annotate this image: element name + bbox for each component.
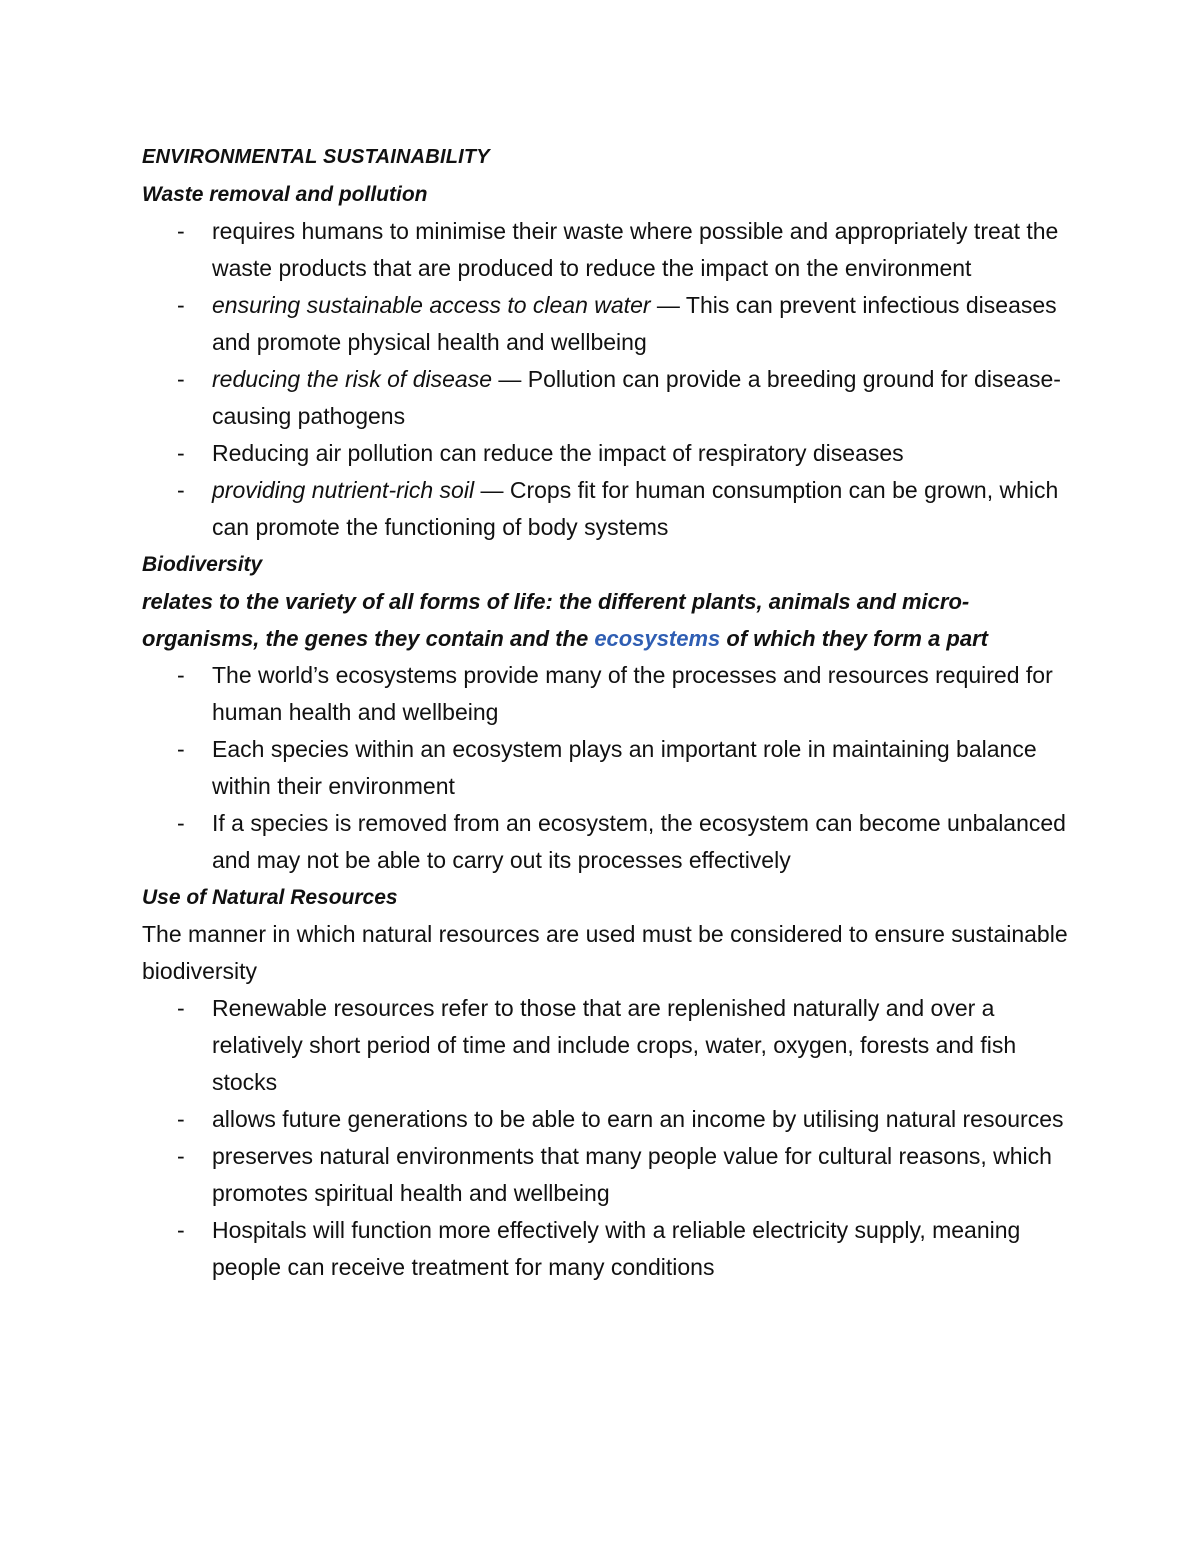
bullet-dash: -: [177, 1106, 185, 1132]
resources-intro: The manner in which natural resources are used must be considered to ensure sustainable biodiversity: [142, 921, 1068, 984]
bullet-dash: -: [177, 440, 185, 466]
list-item-text: Reducing air pollution can reduce the impact of respiratory diseases: [212, 440, 904, 466]
list-item-lead: reducing the risk of disease: [212, 366, 492, 392]
list-item: [142, 472, 1072, 546]
list-item: [142, 213, 1072, 287]
list-item: [142, 731, 1072, 805]
bullet-dash: -: [177, 366, 185, 392]
list-item-text: The world’s ecosystems provide many of the processes and resources required for human health and wellbeing: [212, 662, 1053, 725]
bullet-dash: -: [177, 1143, 185, 1169]
section-heading-resources: Use of Natural Resources: [142, 886, 398, 909]
list-item-text: If a species is removed from an ecosystem, the ecosystem can become unbalanced and may not be able to carry out its processes effectively: [212, 810, 1066, 873]
biodiversity-list: [142, 657, 1072, 879]
list-item-text: Hospitals will function more effectively with a reliable electricity supply, meaning people can receive treatment for many conditions: [212, 1217, 1021, 1280]
list-item-text: — Crops fit for human consumption can be grown, which can promote the functioning of body systems: [212, 477, 1059, 540]
list-item-text: preserves natural environments that many people value for cultural reasons, which promotes spiritual health and wellbeing: [212, 1143, 1052, 1206]
definition-text-end: of which they form a part: [720, 626, 988, 651]
list-item-text: requires humans to minimise their waste where possible and appropriately treat the waste products that are produced to reduce the impact on the environment: [212, 218, 1059, 281]
bullet-dash: -: [177, 218, 185, 244]
list-item: [142, 657, 1072, 731]
list-item-text: allows future generations to be able to earn an income by utilising natural resources: [212, 1106, 1064, 1132]
list-item: [142, 1138, 1072, 1212]
bullet-dash: -: [177, 810, 185, 836]
list-item-text: — Pollution can provide a breeding ground for disease-causing pathogens: [212, 366, 1061, 429]
definition-text: relates to the variety of all forms of life: the different plants, animals and micro-organisms, the genes they contain and the: [142, 589, 970, 651]
list-item: [142, 361, 1072, 435]
bullet-dash: -: [177, 995, 185, 1021]
bullet-dash: -: [177, 662, 185, 688]
list-item: [142, 287, 1072, 361]
section-heading-biodiversity: Biodiversity: [142, 553, 263, 576]
list-item: [142, 1212, 1072, 1286]
list-item-text: Each species within an ecosystem plays an important role in maintaining balance within their environment: [212, 736, 1037, 799]
bullet-dash: -: [177, 292, 185, 318]
document-title: ENVIRONMENTAL SUSTAINABILITY: [142, 146, 490, 168]
bullet-dash: -: [177, 477, 185, 503]
document-content: [142, 139, 1072, 1286]
list-item: [142, 805, 1072, 879]
biodiversity-definition: [142, 583, 1072, 657]
list-item-text: — This can prevent infectious diseases and promote physical health and wellbeing: [212, 292, 1057, 355]
list-item: [142, 435, 1072, 472]
bullet-dash: -: [177, 1217, 185, 1243]
bullet-dash: -: [177, 736, 185, 762]
list-item-text: Renewable resources refer to those that are replenished naturally and over a relatively short period of time and include crops, water, oxygen, forests and fish stocks: [212, 995, 1017, 1095]
ecosystems-link[interactable]: ecosystems: [594, 626, 721, 651]
list-item-lead: providing nutrient-rich soil: [212, 477, 475, 503]
waste-list: [142, 213, 1072, 546]
list-item: [142, 990, 1072, 1101]
section-heading-waste: Waste removal and pollution: [142, 183, 428, 206]
list-item-lead: ensuring sustainable access to clean water: [212, 292, 651, 318]
resources-list: [142, 990, 1072, 1286]
list-item: [142, 1101, 1072, 1138]
